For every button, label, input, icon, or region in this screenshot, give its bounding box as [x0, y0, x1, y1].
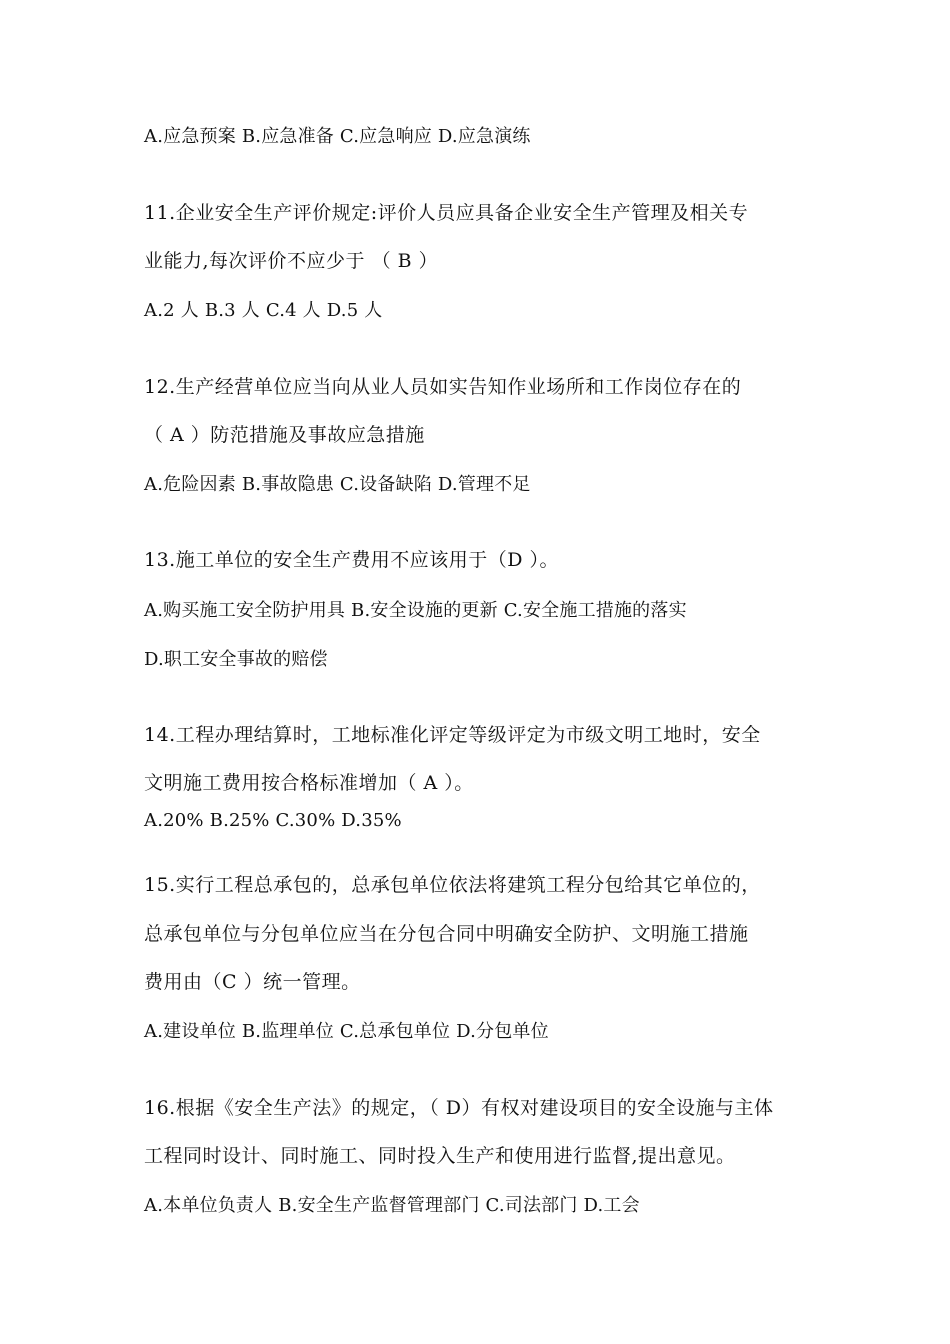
q11-options: A.2 人 B.3 人 C.4 人 D.5 人: [144, 300, 383, 321]
q12-text-line2: （ A ）防范措施及事故应急措施: [144, 424, 425, 446]
q14-text-line1: 14.工程办理结算时，工地标准化评定等级评定为市级文明工地时，安全: [144, 724, 761, 746]
q16-text-line2: 工程同时设计、同时施工、同时投入生产和使用进行监督,提出意见。: [144, 1145, 736, 1167]
q12-options: A.危险因素 B.事故隐患 C.设备缺陷 D.管理不足: [144, 474, 531, 495]
q15-options: A.建设单位 B.监理单位 C.总承包单位 D.分包单位: [144, 1021, 549, 1042]
q11-text-line1: 11.企业安全生产评价规定:评价人员应具备企业安全生产管理及相关专: [144, 202, 749, 224]
q10-options: A.应急预案 B.应急准备 C.应急响应 D.应急演练: [144, 126, 531, 147]
q14-text-line2: 文明施工费用按合格标准增加（ A ）。: [144, 772, 474, 794]
q15-text-line3: 费用由（C ）统一管理。: [144, 971, 361, 993]
q16-text-line1: 16.根据《安全生产法》的规定，（ D）有权对建设项目的安全设施与主体: [144, 1097, 774, 1119]
q13-options-line1: A.购买施工安全防护用具 B.安全设施的更新 C.安全施工措施的落实: [144, 600, 687, 621]
q12-text-line1: 12.生产经营单位应当向从业人员如实告知作业场所和工作岗位存在的: [144, 376, 742, 398]
q13-options-line2: D.职工安全事故的赔偿: [144, 649, 328, 670]
q15-text-line2: 总承包单位与分包单位应当在分包合同中明确安全防护、文明施工措施: [144, 923, 749, 945]
q14-options: A.20% B.25% C.30% D.35%: [144, 810, 402, 831]
q16-options: A.本单位负责人 B.安全生产监督管理部门 C.司法部门 D.工会: [144, 1195, 640, 1216]
q15-text-line1: 15.实行工程总承包的，总承包单位依法将建筑工程分包给其它单位的，: [144, 874, 761, 896]
q13-text: 13.施工单位的安全生产费用不应该用于（D ）。: [144, 549, 559, 571]
q11-text-line2: 业能力,每次评价不应少于 （ B ）: [144, 250, 439, 272]
